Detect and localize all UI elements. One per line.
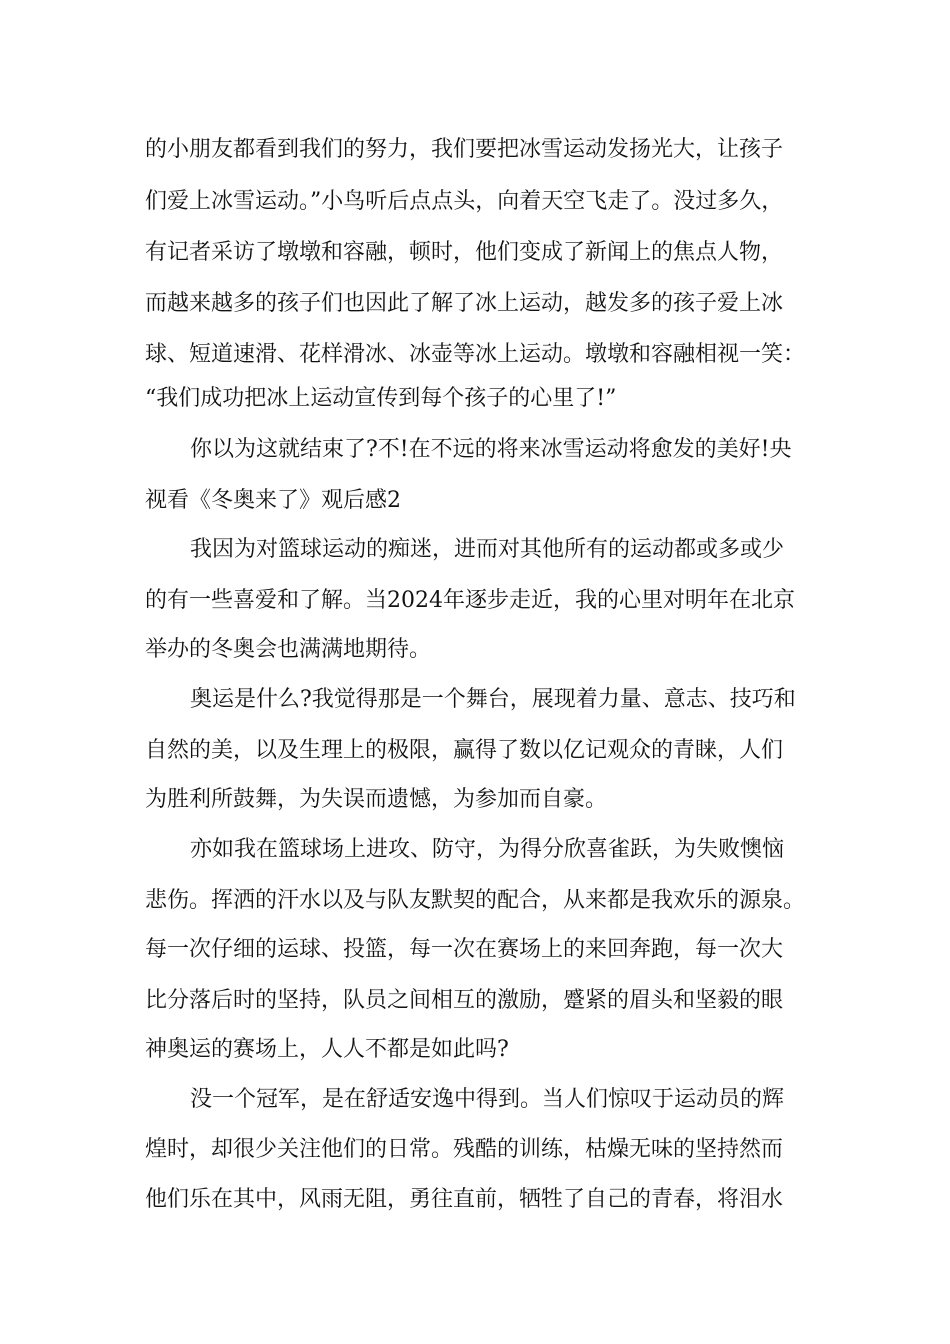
text-line: 的小朋友都看到我们的努力，我们要把冰雪运动发扬光大，让孩子: [145, 137, 784, 162]
text-line: 举办的冬奥会也满满地期待。: [145, 637, 432, 662]
text-line: 他们乐在其中，风雨无阻，勇往直前，牺牲了自己的青春，将泪水: [145, 1187, 784, 1212]
paragraph-first-line: 你以为这就结束了?不!在不远的将来冰雪运动将愈发的美好!央: [190, 437, 792, 462]
text-line: 神奥运的赛场上，人人不都是如此吗?: [145, 1037, 509, 1062]
text-line: 自然的美，以及生理上的极限，赢得了数以亿记观众的青睐，人们: [145, 738, 784, 763]
paragraph-first-line: 我因为对篮球运动的痴迷，进而对其他所有的运动都或多或少: [190, 537, 785, 562]
text-line: 视看《冬奥来了》观后感2: [145, 488, 401, 513]
paragraph-first-line: 奥运是什么?我觉得那是一个舞台，展现着力量、意志、技巧和: [190, 687, 796, 712]
text-line: 的有一些喜爱和了解。当2024年逐步走近，我的心里对明年在北京: [145, 588, 795, 613]
text-line: 悲伤。挥洒的汗水以及与队友默契的配合，从来都是我欢乐的源泉。: [145, 888, 806, 913]
text-line: “我们成功把冰上运动宣传到每个孩子的心里了!”: [145, 386, 617, 411]
text-line: 每一次仔细的运球、投篮，每一次在赛场上的来回奔跑，每一次大: [145, 937, 784, 962]
text-line: 比分落后时的坚持，队员之间相互的激励，蹙紧的眉头和坚毅的眼: [145, 988, 784, 1013]
text-line: 煌时，却很少关注他们的日常。残酷的训练，枯燥无味的坚持然而: [145, 1137, 784, 1162]
text-line: 而越来越多的孩子们也因此了解了冰上运动，越发多的孩子爱上冰: [145, 291, 784, 316]
text-line: 有记者采访了墩墩和容融，顿时，他们变成了新闻上的焦点人物，: [145, 240, 784, 265]
text-line: 们爱上冰雪运动。”小鸟听后点点头，向着天空飞走了。没过多久，: [145, 189, 784, 214]
text-line: 球、短道速滑、花样滑冰、冰壶等冰上运动。墩墩和容融相视一笑：: [145, 342, 806, 367]
paragraph-first-line: 没一个冠军，是在舒适安逸中得到。当人们惊叹于运动员的辉: [190, 1087, 785, 1112]
paragraph-first-line: 亦如我在篮球场上进攻、防守，为得分欣喜雀跃，为失败懊恼: [190, 837, 785, 862]
text-line: 为胜利所鼓舞，为失误而遗憾，为参加而自豪。: [145, 787, 608, 812]
